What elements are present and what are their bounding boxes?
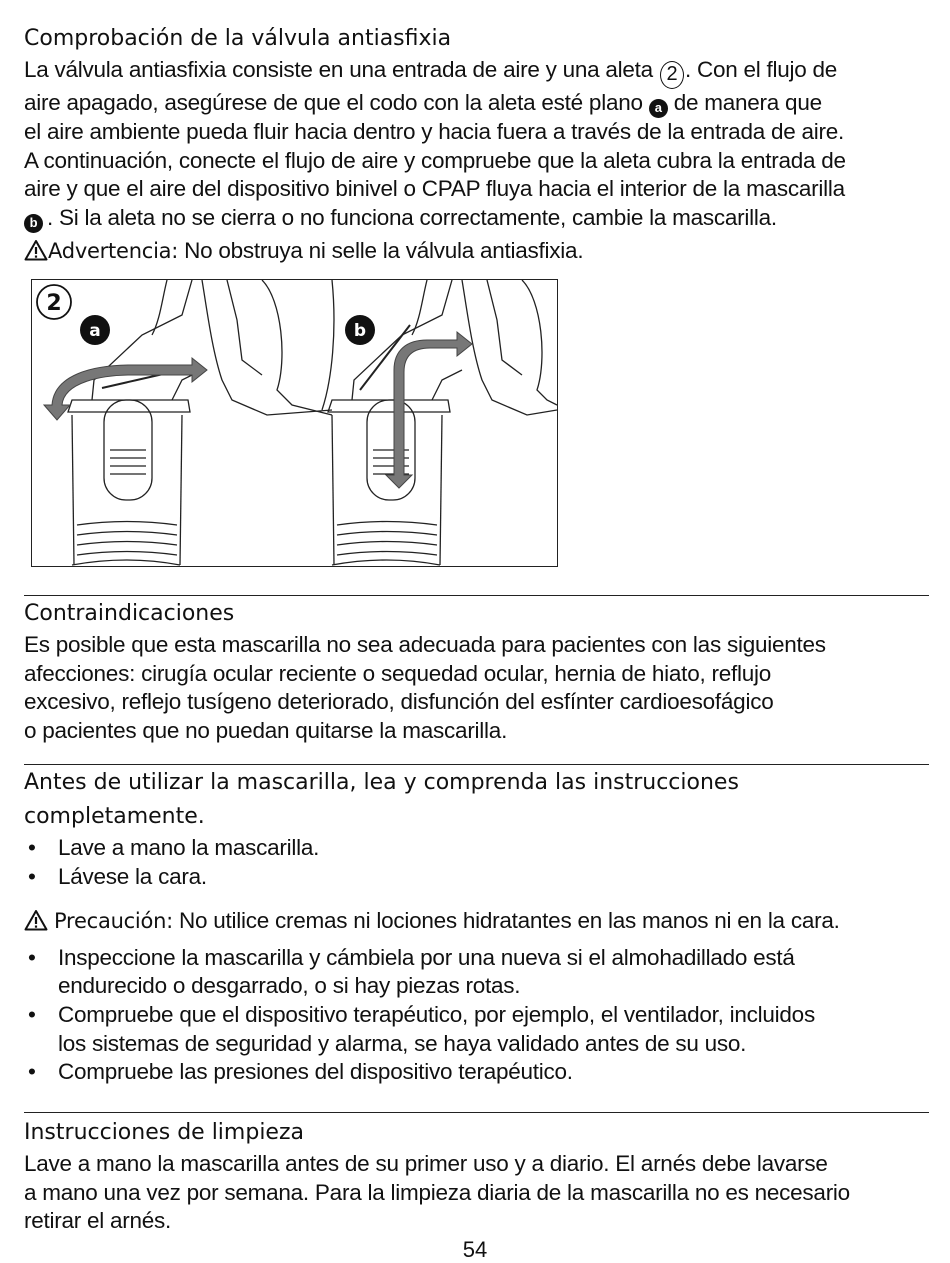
- list-item: • Inspeccione la mascarilla y cámbiela por una nueva si el almohadillado está endurecido o desgarrado, o si hay piezas rotas.: [28, 944, 795, 999]
- list-item: • Compruebe que el dispositivo terapéutico, por ejemplo, el ventilador, incluidos los sistemas de seguridad y alarma, se haya validado antes de su uso.: [28, 1001, 815, 1056]
- list-checks: [24, 944, 929, 1087]
- section-before-use: [24, 766, 929, 1087]
- valve-diagram: [32, 280, 557, 566]
- marker-a-icon: a: [649, 99, 668, 118]
- label-a: a: [89, 321, 101, 341]
- valve-illustration: [31, 279, 558, 567]
- figure-number: 2: [46, 291, 62, 316]
- section-heading: Antes de utilizar la mascarilla, lea y comprenda las instrucciones completamente.: [24, 770, 739, 829]
- divider: [24, 595, 929, 596]
- caution-line: Precaución: No utilice cremas ni lociones hidratantes en las manos ni en la cara.: [24, 907, 929, 936]
- label-b: b: [353, 321, 367, 341]
- marker-b-icon: b: [24, 214, 43, 233]
- section-heading: Contraindicaciones: [24, 601, 235, 626]
- paragraph-contraindications: Es posible que esta mascarilla no sea adecuada para pacientes con las siguientes afecciones: cirugía ocular reciente o sequedad ocular, hernia de hiato, reflujo excesivo, reflejo tusígeno deteriorado, disfunción del esfínter cardioesofágico o pacientes que no puedan quitarse la mascarilla.: [24, 632, 826, 743]
- warning-line: Advertencia: No obstruya ni selle la válvula antiasfixia.: [24, 237, 929, 266]
- warning-triangle-icon: [24, 909, 48, 931]
- page-number: 54: [462, 1237, 488, 1262]
- paragraph-cleaning: Lave a mano la mascarilla antes de su primer uso y a diario. El arnés debe lavarse a mano una vez por semana. Para la limpieza diaria de la mascarilla no es necesario retirar el arnés.: [24, 1151, 850, 1234]
- paragraph-valve: La válvula antiasfixia consiste en una entrada de aire y una aleta 2 . Con el flujo de aire apagado, asegúrese de que el codo con la aleta esté plano a de manera que el aire ambiente pueda fluir hacia dentro y hacia fuera a través de la entrada de aire. A continuación, conecte el flujo de aire y compruebe que la aleta cubra la entrada de aire y que el aire del dispositivo binivel o CPAP fluya hacia el interior de la mascarilla b . Si la aleta no se cierra o no funciona correctamente, cambie la mascarilla.: [24, 56, 929, 233]
- section-valve-check: [24, 22, 929, 265]
- warning-triangle-icon: [24, 239, 48, 261]
- section-cleaning: [24, 1116, 929, 1236]
- list-item: • Lávese la cara.: [28, 863, 207, 889]
- divider: [24, 764, 929, 765]
- airflow-arrow-b: [386, 332, 472, 488]
- caution-label: Precaución:: [54, 909, 173, 934]
- divider: [24, 1112, 929, 1113]
- section-contraindications: [24, 597, 929, 745]
- figure-reference-circle: 2: [660, 61, 684, 89]
- section-heading: Instrucciones de limpieza: [24, 1120, 304, 1145]
- warning-label: Advertencia:: [48, 238, 179, 263]
- section-heading: Comprobación de la válvula antiasfixia: [24, 26, 452, 51]
- list-item: • Compruebe las presiones del dispositivo terapéutico.: [28, 1059, 573, 1085]
- list-item: • Lave a mano la mascarilla.: [28, 835, 320, 860]
- list-before-use: [24, 834, 929, 891]
